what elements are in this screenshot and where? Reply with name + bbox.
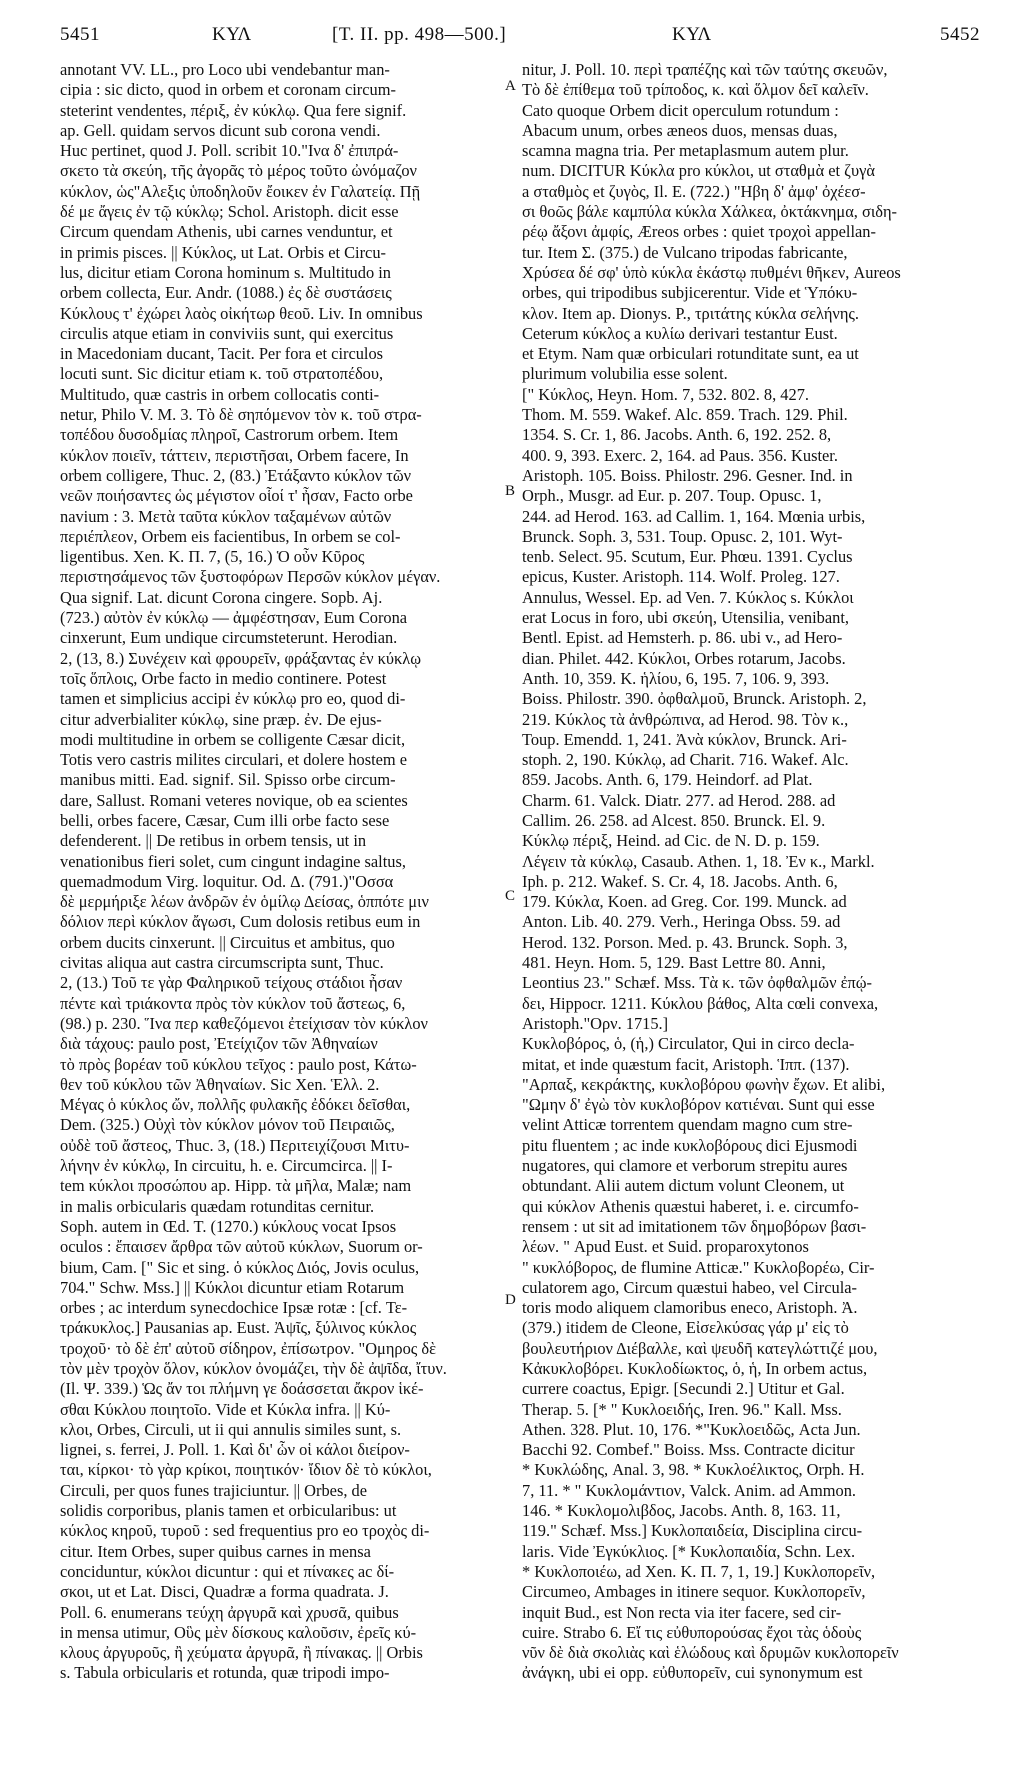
text-line: venationibus fieri solet, cum cingunt indagine saltus,: [60, 851, 406, 871]
text-line: Totis vero castris milites circulari, et dolere hostem e: [60, 750, 408, 770]
text-line: Brunck. Soph. 3, 531. Toup. Opusc. 2, 101. Wyt-: [522, 526, 843, 546]
text-line: Multitudo, quæ castris in orbem collocatis conti-: [60, 384, 380, 404]
text-line: * Κυκλοποιέω, ad Xen. K. Π. 7, 1, 19.] Κυκλοπορεῖν,: [522, 1561, 876, 1581]
text-line: ρέῳ ἄξονι ἀμφίς, Æreos orbes : quiet τροχοὶ appellan-: [522, 222, 876, 242]
text-line: orbes, qui tripodibus subjicerentur. Vide et Ὑπόκυ-: [522, 283, 858, 303]
text-line: laris. Vide Ἐγκύκλιος. [* Κυκλοπαιδία, Schn. Lex.: [522, 1541, 856, 1561]
text-line: Leontius 23." Schæf. Mss. Τὰ κ. τῶν ὀφθαλμῶν ἐπῴ-: [522, 973, 872, 993]
text-line: in primis pisces. || Κύκλος, ut Lat. Orbis et Circu-: [60, 242, 386, 262]
text-line: Λέγειν τὰ κύκλῳ, Casaub. Athen. 1, 18. Ἐν κ., Markl.: [522, 851, 875, 871]
right-page-number: 5452: [940, 24, 980, 45]
text-line: quemadmodum Virg. loquitur. Od. Δ. (791.)"Οσσα: [60, 871, 394, 891]
text-line: Anton. Lib. 40. 279. Verh., Heringa Obss. 59. ad: [522, 912, 841, 932]
text-line: διὰ τάχους: paulo post, Ἐτείχιζον τῶν Ἀθηναίων: [60, 1034, 378, 1054]
text-line: plurimum volubilia esse solent.: [522, 364, 728, 384]
text-line: Iph. p. 212. Wakef. S. Cr. 4, 18. Jacobs. Anth. 6,: [522, 871, 838, 891]
text-line: tenb. Select. 95. Scutum, Eur. Phœu. 1391. Cyclus: [522, 547, 853, 567]
text-line: τὸν μὲν τροχὸν ὅλον, κύκλον ὀνομάζει, τὴν δὲ ἀψῖδα, ἴτυν.: [60, 1359, 447, 1378]
text-line: "Αρπαξ, κεκράκτης, κυκλοβόρου φωνὴν ἔχων. Et alibi,: [522, 1074, 886, 1094]
text-line: 2, (13, 8.) Συνέχειν καὶ φρουρεῖν, φράξαντας ἐν κύκλῳ: [60, 648, 421, 668]
text-line: conciduntur, κύκλοι dicuntur : qui et πίνακες ac δί-: [60, 1561, 395, 1581]
text-line: Bacchi 92. Combef." Boiss. Mss. Contracte dicitur: [522, 1440, 855, 1460]
text-line: pitu fluentem ; ac inde κυκλοβόρους dici Ejusmodi: [522, 1135, 858, 1155]
text-line: "Ωμην δ' ἐγὼ τὸν κυκλοβόρον κατιέναι. Sunt qui esse: [522, 1095, 875, 1115]
text-line: orbem ducits cinxerunt. || Circuitus et ambitus, quo: [60, 932, 395, 952]
text-line: Τὸ δὲ ἐπίθεμα τοῦ τρίποδος, κ. καὶ ὅλμον δεῖ καλεῖν.: [522, 80, 869, 100]
text-line: Κυκλοβόρος, ὁ, (ἡ,) Circulator, Qui in circo decla-: [522, 1034, 855, 1054]
text-line: θεν τοῦ κύκλου τῶν Ἀθηναίων. Sic Xen. Ἑλλ. 2.: [60, 1074, 380, 1094]
text-line: citur adverbialiter κύκλῳ, sine præp. ἐν. De ejus-: [60, 709, 382, 729]
text-line: 179. Κύκλα, Koen. ad Greg. Cor. 199. Munck. ad: [522, 892, 847, 912]
text-line: modi multitudine in orbem se colligente Cæsar dicit,: [60, 729, 406, 749]
text-line: ἀνάγκη, ubi ei opp. εὐθυπορεῖν, cui synonymum est: [522, 1663, 863, 1683]
text-line: mitat, et inde quæstum facit, Aristoph. Ἱππ. (137).: [522, 1054, 850, 1074]
text-line: Dem. (325.) Οὐχὶ τὸν κύκλον μόνον τοῦ Πειραιῶς,: [60, 1115, 395, 1135]
text-line: rensem : ut sit ad imitationem τῶν δημοβόρων βασι-: [522, 1216, 867, 1236]
text-line: epicus, Kuster. Aristoph. 114. Wolf. Proleg. 127.: [522, 567, 840, 587]
text-line: 219. Κύκλος τὰ ἀνθρώπινα, ad Herod. 98. Τὸν κ.,: [522, 709, 849, 729]
text-line: Huc pertinet, quod J. Poll. scribit 10."Ινα δ' ἐπιπρά-: [60, 141, 399, 161]
text-line: Χρύσεα δέ σφ' ὑπὸ κύκλα ἑκάστῳ πυθμένι θῆκεν, Aureos: [522, 262, 901, 282]
text-line: Thom. M. 559. Wakef. Alc. 859. Trach. 129. Phil.: [522, 405, 848, 425]
text-line: σκετο τὰ σκεύη, τῆς ἀγορᾶς τὸ μέρος τοῦτο ὠνόμαζον: [60, 161, 417, 181]
text-line: navium : 3. Μετὰ ταῦτα κύκλον ταξαμένων αὐτῶν: [60, 506, 392, 526]
text-line: circulis atque etiam in conviviis sunt, qui exercitus: [60, 323, 394, 343]
text-line: κύκλος κηροῦ, τυροῦ : sed frequentius pro eo τροχὸς di-: [60, 1521, 430, 1541]
text-line: 244. ad Herod. 163. ad Callim. 1, 164. Mœnia urbis,: [522, 506, 866, 526]
margin-letter-b: B: [505, 483, 516, 499]
text-line: κύκλον, ὡς"Αλεξις ὑποδηλοῦν ἔοικεν ἐν Γαλατείᾳ. Πῇ: [60, 181, 421, 201]
text-line: [" Κύκλος, Heyn. Hom. 7, 532. 802. 8, 427.: [522, 384, 809, 404]
text-line: Ceterum κύκλος a κυλίω derivari testantur Eust.: [522, 323, 838, 343]
text-line: πέντε καὶ τριάκοντα πρὸς τὸν κύκλον τοῦ ἄστεως, 6,: [60, 993, 406, 1013]
text-line: νῦν δὲ διὰ σκολιὰς καὶ ἑλώδους καὶ δρυμῶν κυκλοπορεῖν: [522, 1643, 899, 1663]
text-line: δὲ μερμήριξε λέων ἀνδρῶν ἐν ὁμίλῳ Δείσας, ὁππότε μιν: [60, 892, 429, 912]
margin-letter-c: C: [505, 888, 516, 904]
text-line: σθαι Κύκλου ποιητοῖο. Vide et Κύκλα infra. || Κύ-: [60, 1399, 391, 1419]
text-line: Circumeo, Ambages in itinere sequor. Κυκλοπορεῖν,: [522, 1582, 866, 1602]
margin-letter-a: A: [505, 78, 516, 94]
text-line: Μέγας ὁ κύκλος ὤν, πολλῆς φυλακῆς ἐδόκει δεῖσθαι,: [60, 1095, 411, 1115]
text-line: cinxerunt, Eum undique circumsteterunt. Herodian.: [60, 628, 398, 648]
text-line: dian. Philet. 442. Κύκλοι, Orbes rotarum, Jacobs.: [522, 648, 846, 668]
text-line: δόλιον περὶ κύκλον ἄγωσι, Cum dolosis retibus eum in: [60, 912, 421, 932]
text-line: Circuli, per quos funes trajiciuntur. || Orbes, de: [60, 1480, 367, 1500]
text-line: Soph. autem in Œd. T. (1270.) κύκλους vocat Ipsos: [60, 1216, 397, 1236]
text-line: citur. Item Orbes, super quibus carnes in mensa: [60, 1541, 371, 1561]
text-line: Poll. 6. enumerans τεύχη ἀργυρᾶ καὶ χρυσᾶ, quibus: [60, 1602, 399, 1622]
text-line: τροχοῦ· τὸ δὲ ἐπ' αὐτοῦ σίδηρον, ἐπίσωτρον. "Ομηρος δὲ: [60, 1338, 436, 1358]
margin-letter-d: D: [505, 1292, 516, 1308]
text-line: σι θοῶς βάλε καμπύλα κύκλα Χάλκεα, ὀκτάκνημα, σιδη-: [522, 202, 897, 222]
text-line: Orph., Musgr. ad Eur. p. 207. Toup. Opusc. 1,: [522, 486, 822, 506]
text-line: nitur, J. Poll. 10. περὶ τραπέζης καὶ τῶν ταύτης σκευῶν,: [522, 60, 888, 79]
text-line: σκοι, ut et Lat. Disci, Quadræ a forma quadrata. J.: [60, 1582, 389, 1602]
text-line: lignei, s. ferrei, J. Poll. 1. Καὶ δι' ὧν οἱ κάλοι διείρον-: [60, 1440, 410, 1460]
text-line: inquit Bud., est Non recta via iter facere, sed cir-: [522, 1602, 842, 1622]
text-line: locuti sunt. Sic dicitur etiam κ. τοῦ στρατοπέδου,: [60, 364, 384, 384]
right-text-column: [522, 60, 977, 1684]
text-line: netur, Philo V. M. 3. Τὸ δὲ σηπόμενον τὸν κ. τοῦ στρα-: [60, 405, 422, 425]
running-header: [60, 24, 980, 64]
text-line: Bentl. Epist. ad Hemsterh. p. 86. ubi v., ad Hero-: [522, 628, 843, 648]
text-line: steterint vendentes, πέριξ, ἐν κύκλῳ. Qua fere signif.: [60, 100, 407, 120]
text-line: οὐδὲ τοῦ ἄστεος, Thuc. 3, (18.) Περιτειχίζουσι Μιτυ-: [60, 1135, 410, 1155]
text-line: annotant VV. LL., pro Loco ubi vendebantur man-: [60, 60, 390, 79]
text-line: ap. Gell. quidam servos dicunt sub corona vendi.: [60, 120, 381, 140]
text-line: erat Locus in foro, ubi σκεύη, Utensilia, venibant,: [522, 608, 849, 628]
text-line: Aristoph."Ορν. 1715.]: [522, 1013, 669, 1033]
text-line: in mensa utimur, Οὓς μὲν δίσκους καλοῦσιν, ἐρεῖς κύ-: [60, 1622, 417, 1642]
text-line: Cato quoque Orbem dicit operculum rotundum :: [522, 100, 839, 120]
text-line: lus, dicitur etiam Corona hominum s. Multitudo in: [60, 262, 391, 282]
text-line: * Κυκλώδης, Anal. 3, 98. * Κυκλοέλικτος, Orph. H.: [522, 1460, 865, 1480]
text-line: Abacum unum, orbes æneos duos, mensas duas,: [522, 120, 838, 140]
text-line: ligentibus. Xen. K. Π. 7, (5, 16.) Ὁ οὖν Κῦρος: [60, 547, 365, 567]
text-line: περιέπλεον, Orbem eis facientibus, In orbem se col-: [60, 526, 401, 546]
text-line: Anth. 10, 359. K. ἡλίου, 6, 195. 7, 106. 9, 393.: [522, 668, 830, 688]
text-line: Aristoph. 105. Boiss. Philostr. 296. Gesner. Ind. in: [522, 465, 853, 485]
text-line: δει, Hippocr. 1211. Κύκλου βάθος, Alta cœli convexa,: [522, 993, 879, 1013]
text-line: ται, κίρκοι· τὸ γὰρ κρίκοι, ποιητικόν· ἴδιον δὲ τὸ κύκλοι,: [60, 1460, 432, 1480]
text-line: κλον. Item ap. Dionys. P., τριτάτης κύκλα σελήνης.: [522, 303, 859, 323]
text-line: Athen. 328. Plut. 10, 176. *"Κυκλοειδῶς, Acta Jun.: [522, 1419, 861, 1439]
text-line: βουλευτήριον Διέβαλλε, καὶ ψευδῆ κατεγλώττιζέ μου,: [522, 1338, 878, 1358]
text-line: s. Tabula orbicularis et rotunda, quæ tripodi impo-: [60, 1663, 390, 1683]
text-line: τοπέδου δυσοδμίας πληροῖ, Castrorum orbem. Item: [60, 425, 399, 445]
text-line: belli, orbes facere, Cæsar, Cum illi orbe facto sese: [60, 810, 390, 830]
text-line: num. DICITUR Κύκλα pro κύκλοι, ut σταθμὰ et ζυγὰ: [522, 161, 875, 181]
text-line: 481. Heyn. Hom. 5, 129. Bast Lettre 80. Anni,: [522, 953, 826, 973]
text-line: stoph. 2, 190. Κύκλῳ, ad Charit. 716. Wakef. Alc.: [522, 750, 849, 770]
text-line: 859. Jacobs. Anth. 6, 179. Heindorf. ad Plat.: [522, 770, 813, 790]
text-line: in malis orbicularis quædam rotunditas cernitur.: [60, 1196, 375, 1216]
text-line: Circum quendam Athenis, ubi carnes venduntur, et: [60, 222, 393, 242]
left-headword: ΚΥΛ: [212, 24, 252, 45]
text-line: Callim. 26. 258. ad Alcest. 850. Brunck. El. 9.: [522, 810, 826, 830]
text-line: (98.) p. 230. Ἵνα περ καθεζόμενοι ἐτείχισαν τὸν κύκλον: [60, 1013, 428, 1033]
text-line: defenderent. || De retibus in orbem tensis, ut in: [60, 831, 367, 851]
text-line: 704." Schw. Mss.] || Κύκλοι dicuntur etiam Rotarum: [60, 1277, 405, 1297]
text-line: τράκυκλος.] Pausanias ap. Eust. Ἀψῖς, ξύλινος κύκλος: [60, 1318, 417, 1338]
text-line: in Macedoniam ducant, Tacit. Per fora et circulos: [60, 344, 384, 364]
text-line: (Il. Ψ. 339.) Ὡς ἄν τοι πλήμνη γε δοάσσεται ἄκρον ἱκέ-: [60, 1379, 424, 1399]
text-line: tem κύκλοι προσώπου ap. Hipp. τὰ μῆλα, Malæ; nam: [60, 1176, 412, 1196]
text-line: Charm. 61. Valck. Diatr. 277. ad Herod. 288. ad: [522, 790, 836, 810]
text-line: τὸ πρὸς βορέαν τοῦ κύκλου τεῖχος : paulo post, Κάτω-: [60, 1054, 417, 1074]
text-line: 1354. S. Cr. 1, 86. Jacobs. Anth. 6, 192. 252. 8,: [522, 425, 832, 445]
text-line: oculos : ἔπαισεν ἄρθρα τῶν αὐτοῦ κύκλων, Suorum or-: [60, 1237, 423, 1257]
text-line: Κύκλους τ' ἐχώρει λαὸς οἰκήτωρ θεοῦ. Liv. In omnibus: [60, 303, 423, 323]
text-line: Qua signif. Lat. dicunt Corona cingere. Sopb. Aj.: [60, 587, 383, 607]
text-line: Κἀκυκλοβόρει. Κυκλοδίωκτος, ὁ, ἡ, In orbem actus,: [522, 1359, 868, 1378]
text-line: nugatores, qui clamore et verborum strepitu aures: [522, 1156, 848, 1176]
text-line: Annulus, Wessel. Ep. ad Ven. 7. Κύκλος s. Κύκλοι: [522, 587, 854, 607]
text-line: νεῶν ποιήσαντες ὡς μέγιστον οἷοί τ' ἦσαν, Facto orbe: [60, 486, 413, 506]
text-line: obtundant. Alii autem dictum volunt Cleonem, ut: [522, 1176, 845, 1196]
text-line: culatorem ago, Circum quæstui habeo, vel Circula-: [522, 1277, 858, 1297]
text-line: λέων. " Apud Eust. et Suid. proparoxytonos: [522, 1237, 809, 1257]
text-line: 2, (13.) Τοῦ τε γὰρ Φαληρικοῦ τείχους στάδιοι ἦσαν: [60, 973, 403, 993]
text-line: velint Atticæ torrentem quendam magno cum stre-: [522, 1115, 853, 1135]
text-line: et Etym. Nam quæ orbiculari rotunditate sunt, ea ut: [522, 344, 859, 364]
text-line: 400. 9, 393. Exerc. 2, 164. ad Paus. 356. Kuster.: [522, 445, 838, 465]
text-line: λήνην ἐν κύκλῳ, In circuitu, h. e. Circumcirca. || I-: [60, 1156, 393, 1176]
text-line: cuire. Strabo 6. Εἴ τις εὐθυπορούσας ἔχοι τὰς ὁδοὺς: [522, 1622, 862, 1642]
text-line: tamen et simplicius accipi ἐν κύκλῳ pro eo, quod di-: [60, 689, 406, 709]
volume-reference: [T. II. pp. 498—500.]: [332, 24, 507, 45]
text-line: 146. * Κυκλομολιβδος, Jacobs. Anth. 8, 163. 11,: [522, 1501, 841, 1521]
text-line: a σταθμὸς et ζυγὸς, Il. E. (722.) "Ηβη δ' ἀμφ' ὀχέεσ-: [522, 181, 866, 201]
text-line: scamna magna tria. Per metaplasmum autem plur.: [522, 141, 849, 161]
text-line: orbem colligere, Thuc. 2, (83.) Ἐτάξαντο κύκλον τῶν: [60, 465, 412, 485]
text-line: (723.) αὐτὸν ἐν κύκλῳ — ἀμφέστησαν, Eum Corona: [60, 608, 408, 628]
text-line: δέ με ἄγεις ἐν τῷ κύκλῳ; Schol. Aristoph. dicit esse: [60, 202, 399, 222]
text-line: Κύκλῳ πέριξ, Heind. ad Cic. de N. D. p. 159.: [522, 831, 820, 851]
text-line: Boiss. Philostr. 390. ὀφθαλμοῦ, Brunck. Aristoph. 2,: [522, 689, 867, 709]
text-line: περιστησάμενος τῶν ξυστοφόρων Περσῶν κύκλον μέγαν.: [60, 567, 441, 587]
text-line: manibus mitti. Ead. signif. Sil. Spisso orbe circum-: [60, 770, 396, 790]
text-line: Herod. 132. Porson. Med. p. 43. Brunck. Soph. 3,: [522, 932, 848, 952]
text-line: κύκλον ποιεῖν, τάττειν, περιστῆσαι, Orbem facere, In: [60, 445, 409, 465]
text-line: κλοι, Orbes, Circuli, ut ii qui annulis similes sunt, s.: [60, 1419, 402, 1439]
text-line: (379.) itidem de Cleone, Εἰσελκύσας γάρ μ' εἰς τὸ: [522, 1318, 849, 1338]
text-line: 7, 11. * " Κυκλομάντιον, Valck. Anim. ad Ammon.: [522, 1480, 857, 1500]
text-line: 119." Schæf. Mss.] Κυκλοπαιδεία, Disciplina circu-: [522, 1521, 863, 1541]
text-line: solidis corporibus, planis tamen et orbicularibus: ut: [60, 1501, 397, 1521]
text-line: τοῖς ὅπλοις, Orbe facto in medio continere. Potest: [60, 668, 387, 688]
text-line: civitas aliqua aut castra circumscripta sunt, Thuc.: [60, 953, 384, 973]
left-page-number: 5451: [60, 24, 100, 45]
text-line: toris modo aliquem clamoribus eneco, Aristoph. Ἀ.: [522, 1298, 858, 1318]
text-line: κλους ἀργυροῦς, ἢ χεύματα ἀργυρᾶ, ἢ πίνακας. || Orbis: [60, 1643, 423, 1663]
text-line: " κυκλόβορος, de flumine Atticæ." Κυκλοβορέω, Cir-: [522, 1257, 875, 1277]
text-line: currere coactus, Epigr. [Secundi 2.] Utitur et Gal.: [522, 1379, 845, 1399]
text-line: Therap. 5. [* " Κυκλοειδής, Iren. 96." Kall. Mss.: [522, 1399, 842, 1419]
text-line: orbes ; ac interdum synecdochice Ipsæ rotæ : [cf. Τε-: [60, 1298, 408, 1318]
text-line: bium, Cam. [" Sic et sing. ὁ κύκλος Διός, Jovis oculus,: [60, 1257, 420, 1277]
text-line: dare, Sallust. Romani veteres novique, ob ea scientes: [60, 790, 408, 810]
text-line: orbem collecta, Eur. Andr. (1088.) ἐς δὲ συστάσεις: [60, 283, 392, 303]
left-text-column: [60, 60, 506, 1684]
right-headword: ΚΥΛ: [672, 24, 712, 45]
text-line: cipia : sic dicto, quod in orbem et coronam circum-: [60, 80, 396, 100]
text-line: Toup. Emendd. 1, 241. Ἀνὰ κύκλον, Brunck. Ari-: [522, 729, 847, 749]
text-line: tur. Item Σ. (375.) de Vulcano tripodas fabricante,: [522, 242, 848, 262]
text-line: qui κύκλον Athenis quæstui haberet, i. e. circumfo-: [522, 1196, 859, 1216]
